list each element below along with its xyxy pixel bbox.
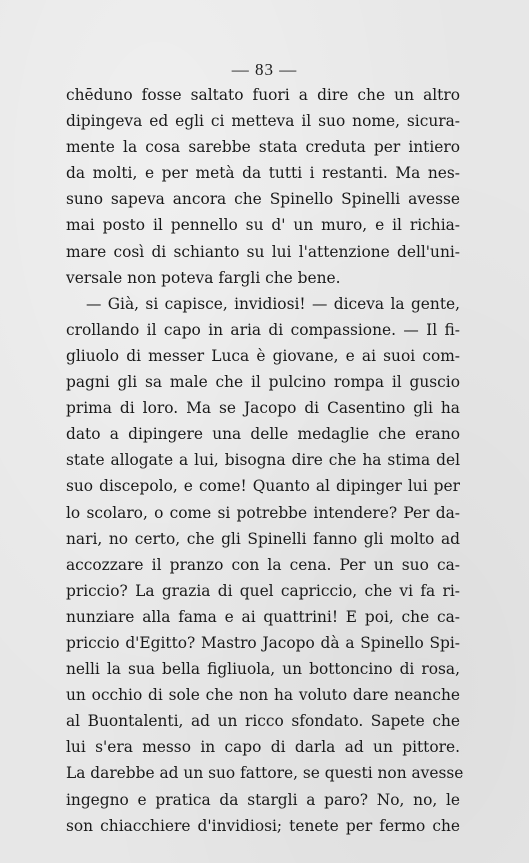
text-line: crollando il capo in aria di compassione. — Il fi-: [66, 320, 460, 339]
text-line: mare così di schianto su lui l'attenzione dell'uni-: [66, 242, 460, 261]
text-line: pagni gli sa male che il pulcino rompa il guscio: [66, 373, 460, 392]
text-line: priccio? La grazia di quel capriccio, che vi fa ri-: [66, 581, 460, 600]
text-line: La darebbe ad un suo fattore, se questi non avesse: [66, 764, 464, 783]
body-text: [66, 82, 464, 839]
text-line: al Buontalenti, ad un ricco sfondato. Sapete che: [66, 712, 460, 731]
text-line: mai posto il pennello su d' un muro, e il richia-: [66, 216, 460, 235]
text-line: chēduno fosse saltato fuori a dire che un altro: [66, 86, 460, 104]
text-line: nari, no certo, che gli Spinelli fanno gli molto ad: [66, 529, 460, 548]
text-line: mente la cosa sarebbe stata creduta per intiero: [66, 138, 460, 157]
text-line: ingegno e pratica da stargli a paro? No, no, le: [66, 790, 460, 809]
text-line: state allogate a lui, bisogna dire che ha stima del: [66, 451, 460, 470]
text-line: priccio d'Egitto? Mastro Jacopo dà a Spinello Spi-: [66, 633, 460, 652]
text-line: prima di loro. Ma se Jacopo di Casentino gli ha: [66, 399, 460, 418]
text-line: son chiacchiere d'invidiosi; tenete per fermo che: [66, 816, 460, 835]
text-line: nunziare alla fama e ai quattrini! E poi, che ca-: [66, 607, 460, 626]
paragraph-end-line: versale non poteva fargli che bene.: [66, 268, 341, 287]
paragraph-start-line: — Già, si capisce, invidiosi! — diceva la gente,: [86, 294, 460, 313]
text-line: gliuolo di messer Luca è giovane, e ai suoi com-: [66, 346, 460, 365]
page-number: — 83 —: [231, 60, 298, 79]
text-line: suno sapeva ancora che Spinello Spinelli avesse: [66, 190, 460, 209]
text-line: nelli la sua bella figliuola, un bottoncino di rosa,: [66, 660, 460, 679]
text-line: suo discepolo, e come! Quanto al dipinger lui per: [66, 477, 460, 496]
text-line: da molti, e per metà da tutti i restanti. Ma nes-: [66, 164, 460, 183]
text-line: dato a dipingere una delle medaglie che erano: [66, 425, 460, 444]
text-line: accozzare il pranzo con la cena. Per un suo ca-: [66, 555, 460, 574]
text-line: dipingeva ed egli ci metteva il suo nome, sicura-: [66, 112, 460, 131]
text-line: un occhio di sole che non ha voluto dare neanche: [66, 686, 460, 705]
text-line: lo scolaro, o come si potrebbe intendere? Per da-: [66, 503, 460, 522]
text-line: lui s'era messo in capo di darla ad un pittore.: [66, 738, 460, 757]
